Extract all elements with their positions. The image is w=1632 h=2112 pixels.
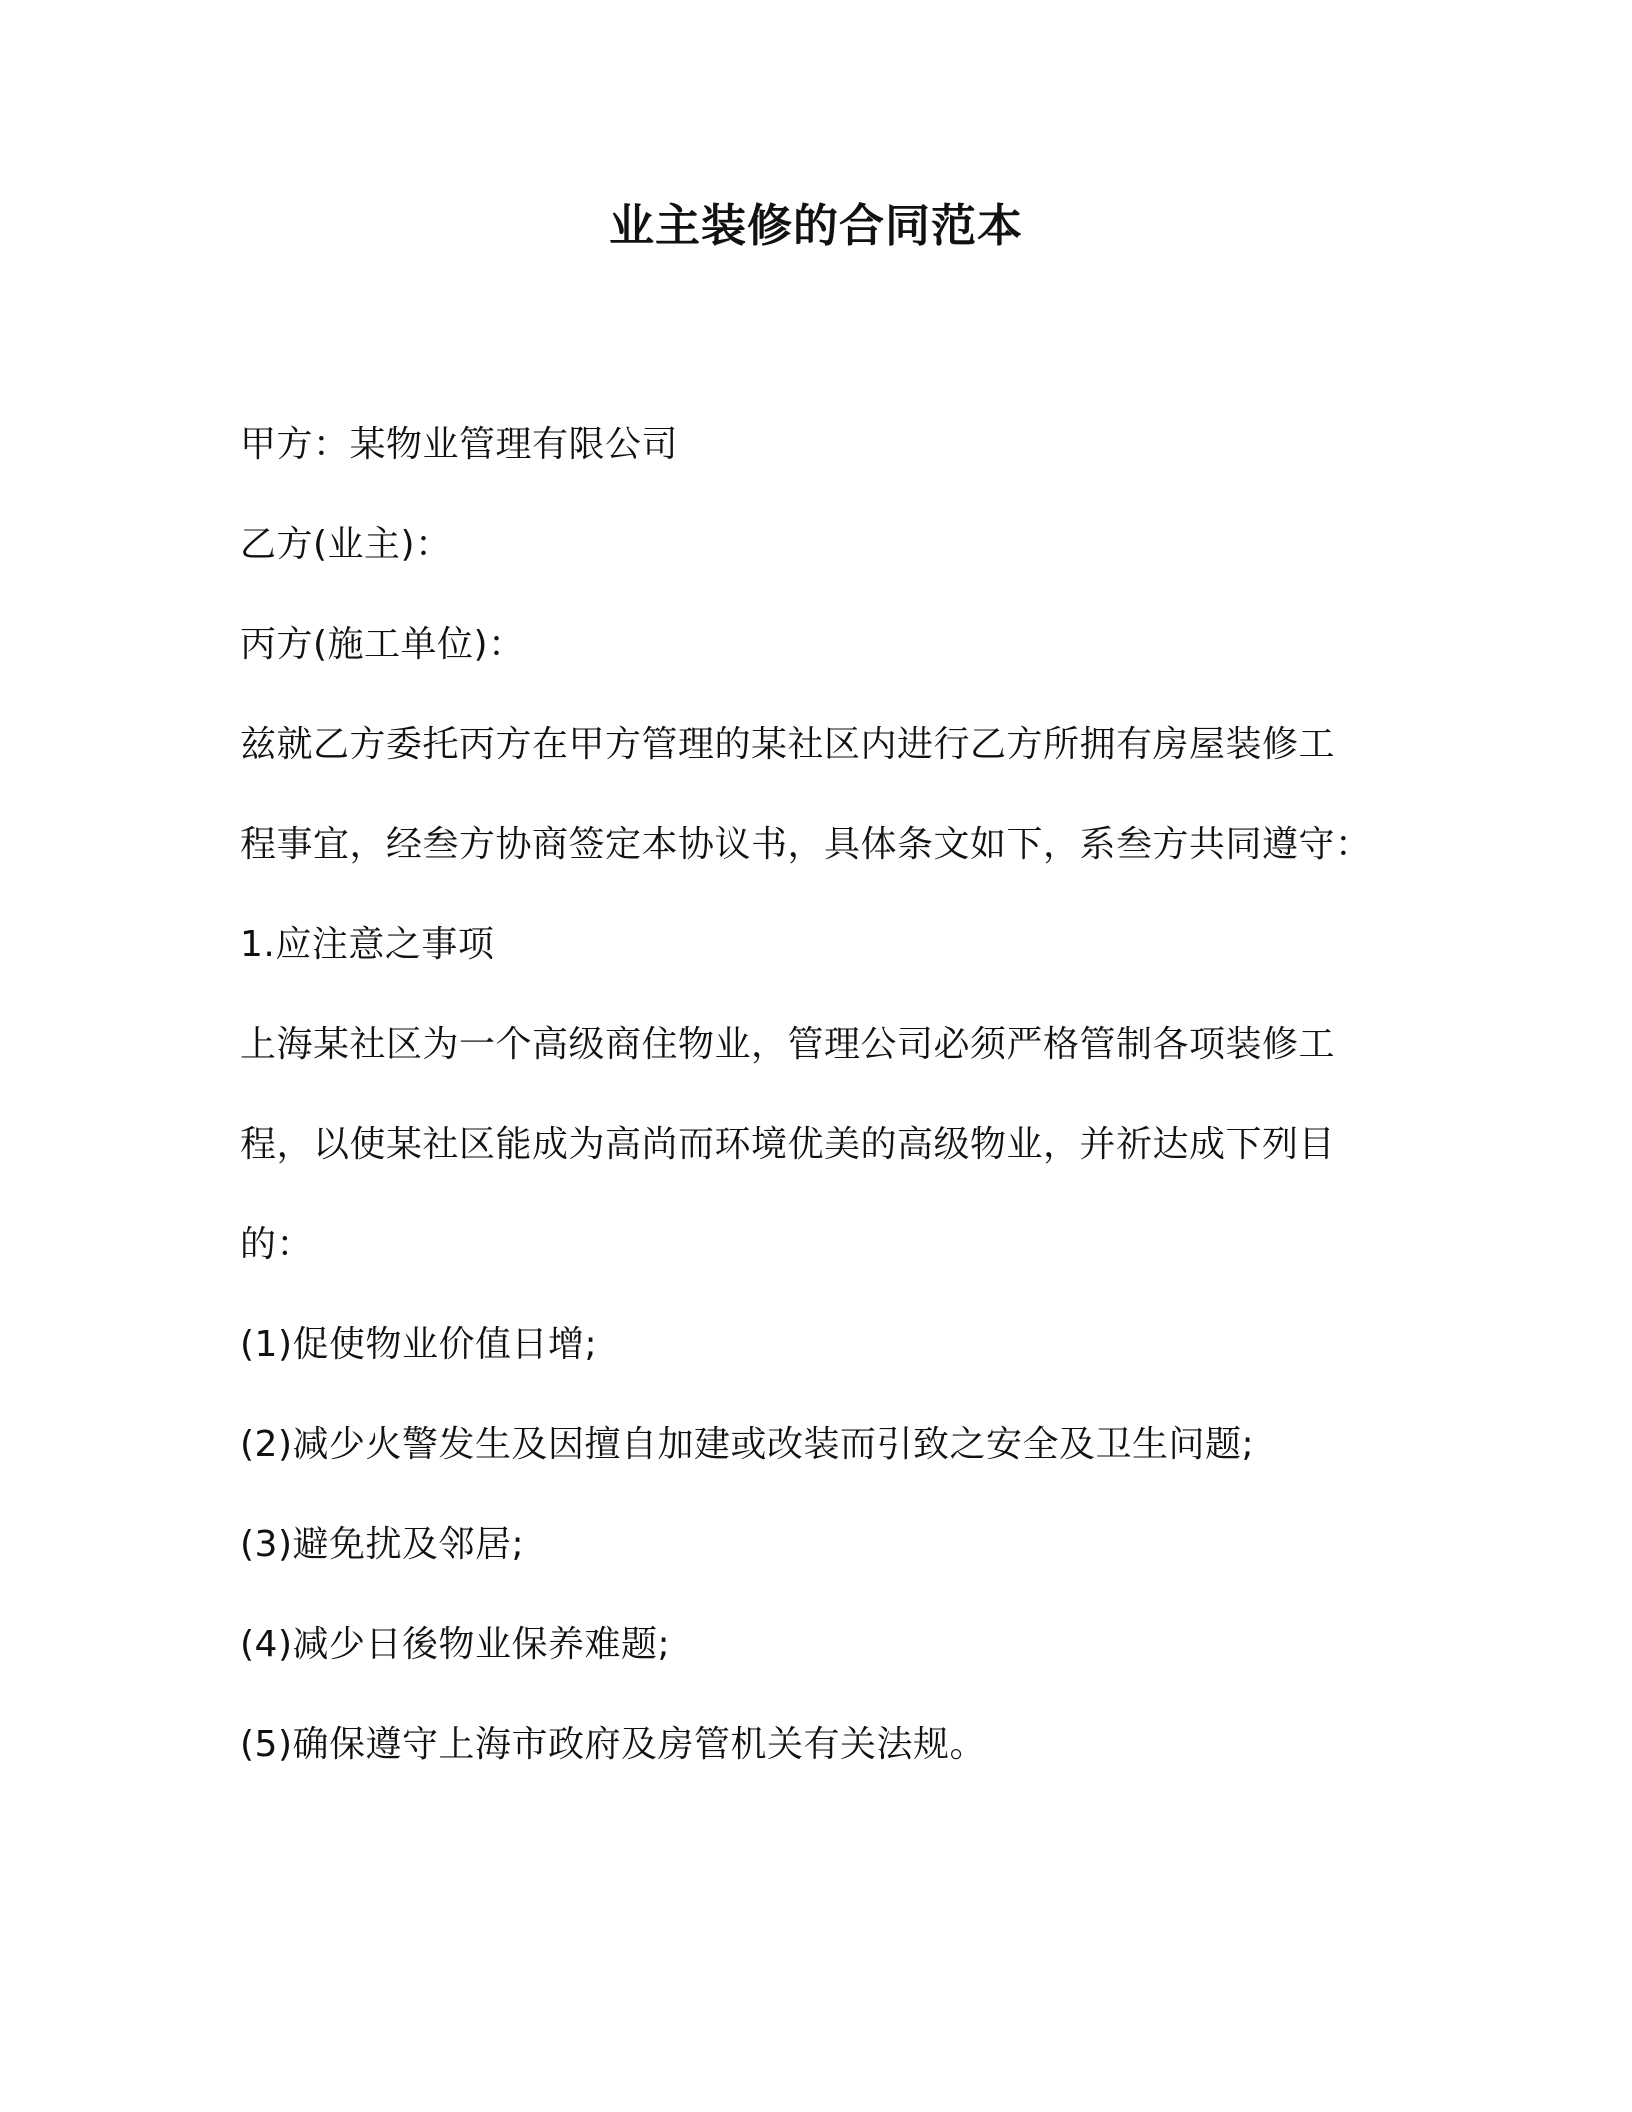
- party-b-line: 乙方(业主)：: [240, 524, 452, 565]
- list-item-5: (5)确保遵守上海市政府及房管机关有关法规。: [240, 1724, 986, 1765]
- party-a-line: 甲方：某物业管理有限公司: [240, 424, 679, 465]
- section-1-text-line-1: 上海某社区为一个高级商住物业，管理公司必须严格管制各项装修工: [240, 1024, 1336, 1065]
- preamble-line-2: 程事宜，经叁方协商签定本协议书，具体条文如下，系叁方共同遵守：: [240, 824, 1372, 865]
- section-1-text-line-2: 程，以使某社区能成为高尚而环境优美的高级物业，并祈达成下列目: [240, 1124, 1336, 1165]
- party-c-line: 丙方(施工单位)：: [240, 624, 525, 665]
- preamble-line-1: 兹就乙方委托丙方在甲方管理的某社区内进行乙方所拥有房屋装修工: [240, 724, 1336, 765]
- document-title: 业主装修的合同范本: [608, 199, 1023, 252]
- list-item-3: (3)避免扰及邻居;: [240, 1524, 525, 1565]
- list-item-2: (2)减少火警发生及因擅自加建或改装而引致之安全及卫生问题;: [240, 1424, 1255, 1465]
- list-item-4: (4)减少日後物业保养难题;: [240, 1624, 671, 1665]
- section-1-text-line-3: 的：: [240, 1224, 314, 1265]
- list-item-1: (1)促使物业价值日增;: [240, 1324, 598, 1365]
- section-heading-1: 1.应注意之事项: [240, 924, 495, 965]
